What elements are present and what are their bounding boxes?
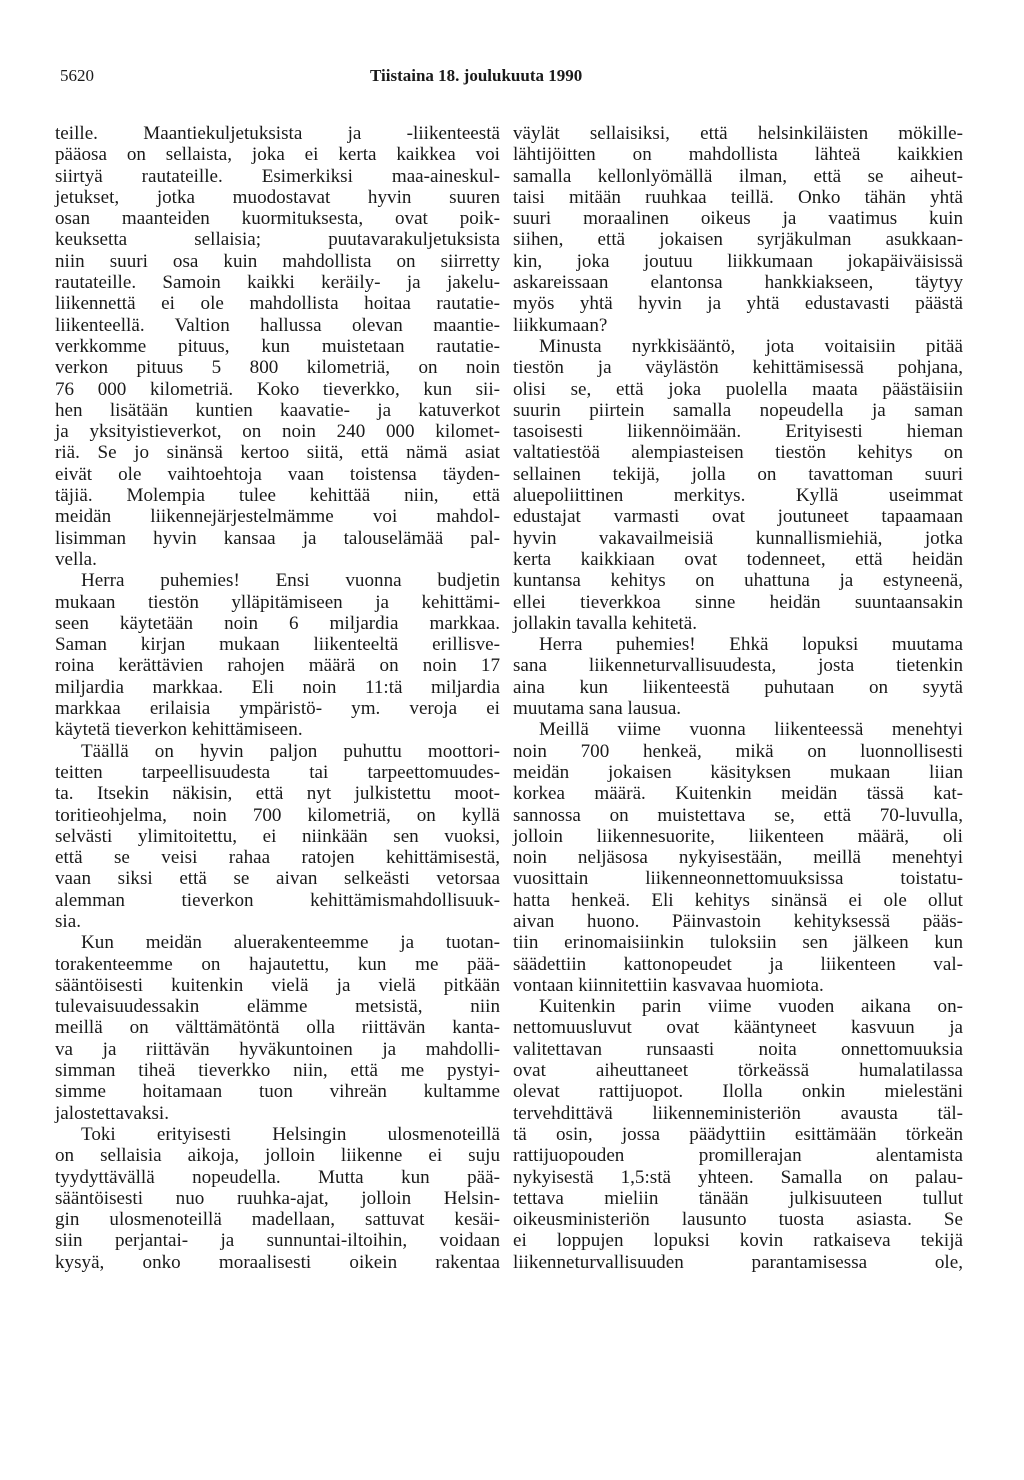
text-line: niin suuri osa kuin mahdollista on siirretty bbox=[55, 250, 500, 272]
text-line: Toki erityisesti Helsingin ulosmenoteillä bbox=[81, 1123, 500, 1145]
text-line: verkon pituus 5 800 kilometriä, on noin bbox=[55, 357, 500, 379]
text-line: liikenneturvallisuuden parantamisessa ole, bbox=[513, 1251, 963, 1273]
text-line: Herra puhemies! Ehkä lopuksi muutama bbox=[539, 634, 963, 656]
text-line: vontaan kiinnitettiin kasvavaa huomiota. bbox=[513, 974, 824, 996]
text-line: Kun meidän aluerakenteemme ja tuotan- bbox=[81, 932, 500, 954]
page-date: Tiistaina 18. joulukuuta 1990 bbox=[370, 66, 583, 85]
text-line: eivät ole vaihtoehtoja vaan toistensa täyden- bbox=[55, 463, 500, 485]
text-line: sana liikenneturvallisuudesta, josta tietenkin bbox=[513, 655, 963, 677]
text-line: meillä on välttämätöntä olla riittävän kanta- bbox=[55, 1017, 500, 1039]
text-line: toritieohjelma, noin 700 kilometriä, on kyllä bbox=[55, 804, 500, 826]
text-line: oikeusministeriön lausunto tuosta asiasta. Se bbox=[513, 1209, 963, 1231]
text-line: hyvin vakavailmeisiä kunnallismiehiä, jotka bbox=[513, 527, 963, 549]
text-line: gin ulosmenoteillä madellaan, sattuvat kesäi- bbox=[55, 1209, 500, 1231]
text-line: kuntansa kehitys on uhattuna ja estyneenä, bbox=[513, 570, 963, 592]
text-line: roina kerättävien rahojen määrä on noin 17 bbox=[55, 655, 500, 677]
text-line: on sellaisia aikoja, jolloin liikenne ei suju bbox=[55, 1145, 500, 1167]
text-line: kerta kaikkiaan ovat todenneet, että heidän bbox=[513, 548, 963, 570]
text-line: keuksetta sellaisia; puutavarakuljetuksista bbox=[55, 229, 500, 251]
text-line: mukaan tiestön ylläpitämiseen ja kehittämi- bbox=[55, 591, 500, 613]
text-line: rautateille. Samoin kaikki keräily- ja jakelu- bbox=[55, 272, 500, 294]
text-line: simme hoitamaan tuon vihreän kultamme bbox=[55, 1081, 500, 1103]
text-line: sääntöisesti kuitenkin vielä ja vielä pitkään bbox=[55, 974, 500, 996]
text-line: sannossa on muistettava se, että 70-luvulla, bbox=[513, 804, 963, 826]
text-line: tä osin, jossa päädyttiin esittämään törkeän bbox=[513, 1123, 963, 1145]
text-line: nettomuusluvut ovat kääntyneet kasvuun ja bbox=[513, 1017, 963, 1039]
text-line: jolloin liikennesuorite, liikenteen määrä, oli bbox=[513, 825, 963, 847]
text-line: Herra puhemies! Ensi vuonna budjetin bbox=[81, 570, 500, 592]
text-line: ei loppujen lopuksi kovin ratkaiseva tekijä bbox=[513, 1230, 963, 1252]
text-line: tiin erinomaisiinkin tuloksiin sen jälkeen kun bbox=[513, 932, 963, 954]
page-number: 5620 bbox=[60, 66, 94, 85]
text-line: lisimman hyvin kansaa ja talouselämää pal- bbox=[55, 527, 500, 549]
text-line: ellei tieverkkoa sinne heidän suuntaansakin bbox=[513, 591, 963, 613]
text-line: hatta henkeä. Eli kehitys sinänsä ei ole ollut bbox=[513, 889, 963, 911]
text-line: meidän liikennejärjestelmämme voi mahdol- bbox=[55, 506, 500, 528]
right-column bbox=[513, 123, 963, 1273]
text-line: ja yksityistieverkot, on noin 240 000 kilomet- bbox=[55, 421, 500, 443]
text-line: askareissaan elantonsa hankkiakseen, täytyy bbox=[513, 272, 963, 294]
text-line: muutama sana lausua. bbox=[513, 698, 682, 720]
text-line: markkaa erilaisia ympäristö- ym. veroja ei bbox=[55, 698, 500, 720]
text-line: liikkumaan? bbox=[513, 314, 608, 336]
text-line: selvästi ylimitoitettu, ei niinkään sen vuoksi, bbox=[55, 825, 500, 847]
text-line: siin perjantai- ja sunnuntai-iltoihin, voidaan bbox=[55, 1230, 500, 1252]
text-line: samalla kellonlyömällä ilman, että se aiheut- bbox=[513, 165, 963, 187]
text-line: nykyisestä 1,5:stä yhteen. Samalla on palau- bbox=[513, 1166, 963, 1188]
text-line: jalostettavaksi. bbox=[55, 1102, 170, 1124]
text-line: va ja riittävän hyväkuntoinen ja mahdolli- bbox=[55, 1038, 500, 1060]
text-line: tulevaisuudessakin elämme metsistä, niin bbox=[55, 996, 500, 1018]
text-line: alemman tieverkon kehittämismahdollisuuk- bbox=[55, 889, 500, 911]
text-line: miljardia markkaa. Eli noin 11:tä miljardia bbox=[55, 676, 500, 698]
text-line: vuosittain liikenneonnettomuuksissa toistatu- bbox=[513, 868, 963, 890]
text-line: noin 700 henkeä, mikä on luonnollisesti bbox=[513, 740, 963, 762]
text-line: tettava mieliin tänään julkisuuteen tullut bbox=[513, 1187, 963, 1209]
text-line: kysyä, onko moraalisesti oikein rakentaa bbox=[55, 1251, 500, 1273]
text-line: myös yhtä hyvin ja yhtä edustavasti päästä bbox=[513, 293, 963, 315]
text-line: tasoisesti liikennöimään. Erityisesti hieman bbox=[513, 421, 963, 443]
page-header bbox=[0, 66, 1024, 88]
text-line: säädettiin kattonopeudet ja liikenteen val- bbox=[513, 953, 963, 975]
text-line: jollakin tavalla kehitetä. bbox=[513, 612, 697, 634]
text-line: teille. Maantiekuljetuksista ja -liikenteestä bbox=[55, 123, 500, 144]
text-line: Kuitenkin parin viime vuoden aikana on- bbox=[539, 996, 963, 1018]
text-line: jetukset, jotka muodostavat hyvin suuren bbox=[55, 186, 500, 208]
text-line: vella. bbox=[55, 548, 97, 570]
text-line: Meillä viime vuonna liikenteessä menehtyi bbox=[539, 719, 963, 741]
text-line: että se veisi rahaa ratojen kehittämisestä, bbox=[55, 847, 500, 869]
text-line: riä. Se jo sinänsä kertoo siitä, että nämä asiat bbox=[55, 442, 500, 464]
text-line: edustajat varmasti ovat joutuneet tapaamaan bbox=[513, 506, 963, 528]
text-line: seen käytetään noin 6 miljardia markkaa. bbox=[55, 612, 500, 634]
text-line: verkkomme pituus, kun muistetaan rautatie- bbox=[55, 335, 500, 357]
text-line: noin neljäsosa nykyisestään, meillä menehtyi bbox=[513, 847, 963, 869]
text-line: sia. bbox=[55, 910, 81, 932]
text-line: korkea määrä. Kuitenkin meidän tässä kat- bbox=[513, 783, 963, 805]
text-line: 76 000 kilometriä. Koko tieverkko, kun sii- bbox=[55, 378, 500, 400]
text-line: valtatiestöä alempiasteisen tiestön kehitys on bbox=[513, 442, 963, 464]
text-line: tiestön ja väylästön kehittämisessä pohjana, bbox=[513, 357, 963, 379]
text-line: valitettavan runsaasti noita onnettomuuksia bbox=[513, 1038, 963, 1060]
text-line: suurin piirtein samalla nopeudella ja saman bbox=[513, 399, 963, 421]
text-line: aluepoliittinen merkitys. Kyllä useimmat bbox=[513, 485, 963, 507]
text-line: kin, joka joutuu liikkumaan jokapäiväisissä bbox=[513, 250, 963, 272]
text-line: simman tiheä tieverkko niin, että me pystyi- bbox=[55, 1060, 500, 1082]
text-line: torakenteemme on hajautettu, kun me pää- bbox=[55, 953, 500, 975]
text-line: aina kun liikenteestä puhutaan on syytä bbox=[513, 676, 963, 698]
text-line: pääosa on sellaista, joka ei kerta kaikkea voi bbox=[55, 144, 500, 166]
text-line: osan maanteiden kuormituksesta, ovat poik- bbox=[55, 208, 500, 230]
text-line: Täällä on hyvin paljon puhuttu moottori- bbox=[81, 740, 500, 762]
text-line: täjiä. Molempia tulee kehittää niin, että bbox=[55, 485, 500, 507]
text-line: vaan siksi että se aivan selkeästi vetorsaa bbox=[55, 868, 500, 890]
text-line: taisi mitään ruuhkaa teillä. Onko tähän yhtä bbox=[513, 186, 963, 208]
text-line: sääntöisesti nuo ruuhka-ajat, jolloin Helsin- bbox=[55, 1187, 500, 1209]
text-line: rattijuopouden promillerajan alentamista bbox=[513, 1145, 963, 1167]
text-line: hen lisätään kuntien kaavatie- ja katuverkot bbox=[55, 399, 500, 421]
text-line: meidän jokaisen käsityksen mukaan liian bbox=[513, 761, 963, 783]
text-line: aivan huono. Päinvastoin kehityksessä pääs- bbox=[513, 910, 963, 932]
text-line: olisi se, että joka puolella maata päästäisiin bbox=[513, 378, 963, 400]
text-line: väylät sellaisiksi, että helsinkiläisten mökille- bbox=[513, 123, 963, 144]
text-line: liikennettä ei ole mahdollista hoitaa rautatie- bbox=[55, 293, 500, 315]
text-line: ta. Itsekin näkisin, että nyt julkistettu moot- bbox=[55, 783, 500, 805]
text-line: tervehdittävä liikenneministeriön avausta täl- bbox=[513, 1102, 963, 1124]
text-line: teitten tarpeellisuudesta tai tarpeettomuudes- bbox=[55, 761, 500, 783]
text-line: tyydyttävällä nopeudella. Mutta kun pää- bbox=[55, 1166, 500, 1188]
text-line: siihen, että jokaisen syrjäkulman asukkaan- bbox=[513, 229, 963, 251]
text-line: siirtyä rautateille. Esimerkiksi maa-aineskul- bbox=[55, 165, 500, 187]
text-line: Saman kirjan mukaan liikenteeltä erillisve- bbox=[55, 634, 500, 656]
text-line: olevat rattijuopot. Ilolla onkin mielestäni bbox=[513, 1081, 963, 1103]
text-line: sellainen tekijä, jolla on tavattoman suuri bbox=[513, 463, 963, 485]
text-line: lähtijöitten on mahdollista lähteä kaikkien bbox=[513, 144, 963, 166]
text-line: ovat aiheuttaneet törkeässä humalatilassa bbox=[513, 1060, 963, 1082]
text-line: suuri moraalinen oikeus ja vaatimus kuin bbox=[513, 208, 963, 230]
text-line: käytetä tieverkon kehittämiseen. bbox=[55, 719, 303, 741]
text-line: liikenteellä. Valtion hallussa olevan maantie- bbox=[55, 314, 500, 336]
left-column bbox=[55, 123, 500, 1273]
text-line: Minusta nyrkkisääntö, jota voitaisiin pitää bbox=[539, 335, 963, 357]
